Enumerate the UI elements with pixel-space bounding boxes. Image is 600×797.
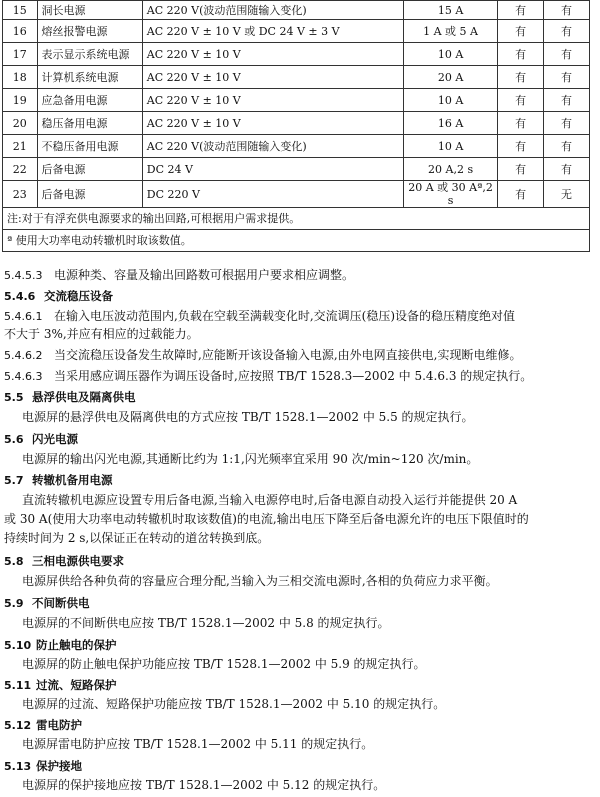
cell-spec: AC 220 V ± 10 V (142, 89, 403, 112)
heading-5-4-6: 5.4.6 交流稳压设备 (4, 289, 113, 303)
cell-spec: AC 220 V(波动范围随输入变化) (142, 1, 403, 20)
para-5-4-6-3: 5.4.6.3 当采用感应调压器作为调压设备时,应按照 TB/T 1528.3—2002 中 5.4.6.3 的规定执行。 (4, 369, 533, 383)
cell-current: 20 A 或 30 Aª,2 s (403, 181, 497, 208)
cell-current: 20 A,2 s (403, 158, 497, 181)
cell-c1: 有 (498, 112, 544, 135)
table-row (3, 66, 590, 89)
para-5-7-line2: 或 30 A(使用大功率电动转辙机时取该数值)的电流,输出电压下降至后备电源允许的电压下限值时的 (4, 512, 529, 526)
cell-c1: 有 (498, 89, 544, 112)
para-5-6: 电源屏的输出闪光电源,其通断比约为 1:1,闪光频率宜采用 90 次/min~120 次/min。 (22, 452, 479, 466)
cell-name: 后备电源 (37, 181, 142, 208)
cell-c2: 有 (544, 66, 590, 89)
para-5-4-6-1-cont: 不大于 3%,并应有相应的过载能力。 (4, 327, 199, 341)
cell-no: 22 (3, 158, 38, 181)
table-row (3, 112, 590, 135)
cell-no: 21 (3, 135, 38, 158)
table-row (3, 135, 590, 158)
heading-5-9: 5.9 不间断供电 (4, 596, 90, 610)
heading-5-11: 5.11 过流、短路保护 (4, 678, 117, 692)
para-5-4-6-2: 5.4.6.2 当交流稳压设备发生故障时,应能断开该设备输入电源,由外电网直接供电,实现断电维修。 (4, 348, 522, 362)
table-row (3, 1, 590, 20)
cell-current: 1 A 或 5 A (403, 20, 497, 43)
cell-name: 稳压备用电源 (37, 112, 142, 135)
cell-c2: 有 (544, 135, 590, 158)
para-5-13: 电源屏的保护接地应按 TB/T 1528.1—2002 中 5.12 的规定执行。 (22, 778, 386, 792)
table-row (3, 89, 590, 112)
cell-c2: 有 (544, 1, 590, 20)
cell-spec: AC 220 V ± 10 V (142, 66, 403, 89)
cell-no: 17 (3, 43, 38, 66)
heading-5-8: 5.8 三相电源供电要求 (4, 554, 124, 568)
cell-no: 16 (3, 20, 38, 43)
cell-no: 23 (3, 181, 38, 208)
table-row (3, 158, 590, 181)
cell-spec: AC 220 V ± 10 V 或 DC 24 V ± 3 V (142, 20, 403, 43)
cell-current: 16 A (403, 112, 497, 135)
heading-5-12: 5.12 雷电防护 (4, 718, 82, 732)
cell-no: 20 (3, 112, 38, 135)
heading-5-6: 5.6 闪光电源 (4, 432, 78, 446)
cell-c2: 无 (544, 181, 590, 208)
para-5-12: 电源屏雷电防护应按 TB/T 1528.1—2002 中 5.11 的规定执行。 (22, 737, 374, 751)
cell-c2: 有 (544, 43, 590, 66)
para-5-10: 电源屏的防止触电保护功能应按 TB/T 1528.1—2002 中 5.9 的规定执行。 (22, 657, 426, 671)
para-5-4-6-1: 5.4.6.1 在输入电压波动范围内,负载在空载至满载变化时,交流调压(稳压)设备的稳压精度绝对值 (4, 309, 515, 323)
cell-no: 15 (3, 1, 38, 20)
heading-5-10: 5.10 防止触电的保护 (4, 638, 117, 652)
cell-c1: 有 (498, 181, 544, 208)
cell-c2: 有 (544, 20, 590, 43)
para-5-11: 电源屏的过流、短路保护功能应按 TB/T 1528.1—2002 中 5.10 的规定执行。 (22, 697, 446, 711)
para-5-8: 电源屏供给各种负荷的容量应合理分配,当输入为三相交流电源时,各相的负荷应力求平衡。 (22, 574, 498, 588)
table-body (3, 1, 590, 252)
table-note-row (3, 208, 590, 230)
cell-c1: 有 (498, 20, 544, 43)
cell-name: 不稳压备用电源 (37, 135, 142, 158)
cell-spec: AC 220 V ± 10 V (142, 112, 403, 135)
cell-spec: AC 220 V ± 10 V (142, 43, 403, 66)
cell-current: 15 A (403, 1, 497, 20)
para-5-4-5-3: 5.4.5.3 电源种类、容量及输出回路数可根据用户要求相应调整。 (4, 268, 355, 282)
table-row (3, 20, 590, 43)
para-5-7-line1: 直流转辙机电源应设置专用后备电源,当输入电源停电时,后备电源自动投入运行并能提供 20 A (22, 493, 518, 507)
cell-spec: DC 220 V (142, 181, 403, 208)
cell-no: 19 (3, 89, 38, 112)
heading-5-7: 5.7 转辙机备用电源 (4, 473, 113, 487)
cell-c2: 有 (544, 89, 590, 112)
cell-c1: 有 (498, 158, 544, 181)
cell-current: 10 A (403, 89, 497, 112)
table-row (3, 43, 590, 66)
cell-spec: AC 220 V(波动范围随输入变化) (142, 135, 403, 158)
cell-c1: 有 (498, 135, 544, 158)
para-5-9: 电源屏的不间断供电应按 TB/T 1528.1—2002 中 5.8 的规定执行。 (22, 616, 390, 630)
table-note-row (3, 230, 590, 252)
cell-name: 表示显示系统电源 (37, 43, 142, 66)
heading-5-5: 5.5 悬浮供电及隔离供电 (4, 390, 136, 404)
table-note2: ª 使用大功率电动转辙机时取该数值。 (3, 230, 590, 252)
cell-current: 20 A (403, 66, 497, 89)
power-spec-table (2, 0, 590, 252)
cell-c1: 有 (498, 66, 544, 89)
cell-name: 计算机系统电源 (37, 66, 142, 89)
table-row (3, 181, 590, 208)
cell-name: 后备电源 (37, 158, 142, 181)
cell-c1: 有 (498, 1, 544, 20)
cell-name: 洞长电源 (37, 1, 142, 20)
cell-name: 应急备用电源 (37, 89, 142, 112)
para-5-7-line3: 持续时间为 2 s,以保证正在转动的道岔转换到底。 (4, 531, 270, 545)
cell-current: 10 A (403, 135, 497, 158)
cell-no: 18 (3, 66, 38, 89)
heading-5-13: 5.13 保护接地 (4, 759, 82, 773)
table-note1: 注:对于有浮充供电源要求的输出回路,可根据用户需求提供。 (3, 208, 590, 230)
cell-current: 10 A (403, 43, 497, 66)
cell-c2: 有 (544, 158, 590, 181)
para-5-5: 电源屏的悬浮供电及隔离供电的方式应按 TB/T 1528.1—2002 中 5.5 的规定执行。 (22, 410, 474, 424)
cell-c2: 有 (544, 112, 590, 135)
cell-name: 熔丝报警电源 (37, 20, 142, 43)
cell-spec: DC 24 V (142, 158, 403, 181)
cell-c1: 有 (498, 43, 544, 66)
